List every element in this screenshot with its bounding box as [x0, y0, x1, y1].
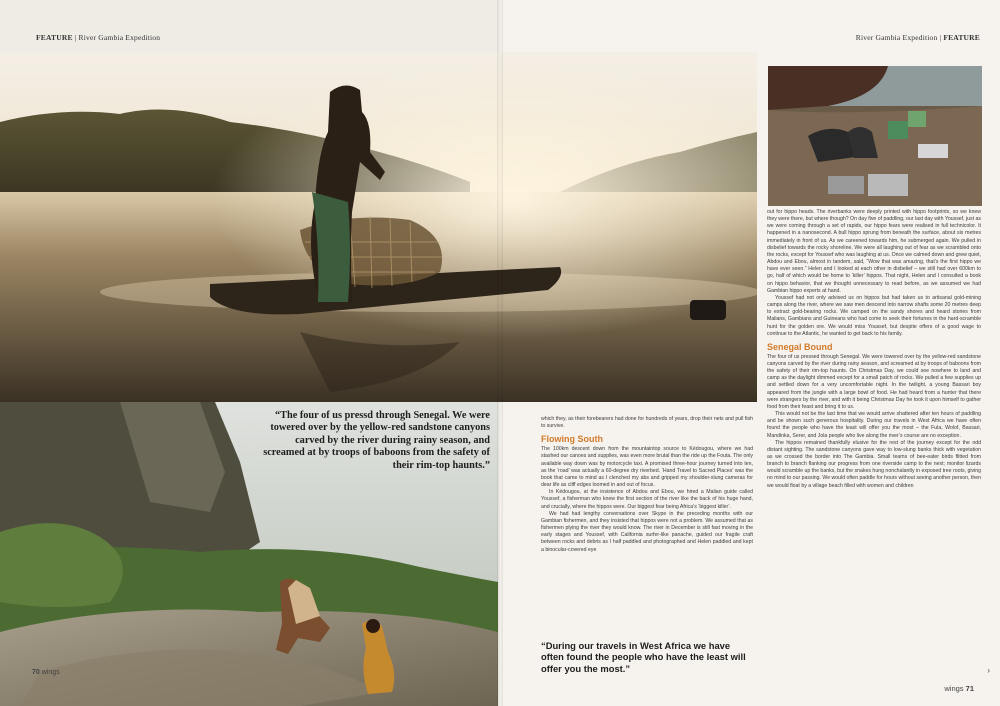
continue-arrow-icon: › — [987, 666, 990, 675]
pull-quote-top: “The four of us pressd through Senegal. We were towered over by the yellow-red sandstone canyons carved by the river during rainy season, and screamed at by troops of baboons from the safety of their rim-top haunts.” — [263, 410, 490, 471]
article-paragraph: In Kédougou, at the insistence of Abdou and Ebou, we hired a Malian guide called Youssef, a fisherman who knew the first section of the river like the back of his huge hand, and crucially, where the hippos were. Our biggest fear being Africa’s ‘biggest killer’. — [541, 489, 753, 510]
pull-quote-bottom: “During our travels in West Africa we have often found the people who have the least will offer you the most.” — [541, 640, 746, 674]
page-number-right — [944, 684, 974, 693]
subhead-flowing-south: Flowing South — [541, 434, 603, 445]
feature-title: River Gambia Expedition — [78, 33, 161, 42]
article-paragraph: out for hippo heads. The riverbanks were deeply printed with hippo footprints, so we knew they were there, but where though? On day five of paddling, our last day with Youssef, just as we were coming through a set of rapids, our hippo fears were realised in full technicolor. It happened in a nanosecond. A bull hippo sprung from beneath the surface, about six metres immediately in front of us. As we careened towards him, he submerged again. We pulled in disbelief towards the rocky shoreline. We were all laughing out of fear as we scrambled onto the rocks, except for Youssef who was laughing at us. Once we calmed down and grew quiet, Abdou and Ebou, almost in tandem, said, “Wow that was amazing, that’s the first hippo we have ever seen.” Helen and I looked at each other in disbelief – we still had over 600km to go, half of which would be home to ‘killer’ hippos. That night, Helen and I consulted a book on hippo behavior, that we thought unnecessary to read before, as we assumed we had Gambian hippo experts at hand. — [767, 209, 981, 294]
page-gutter — [497, 0, 503, 706]
page-number: 70 — [32, 669, 40, 676]
magazine-name: wings — [41, 669, 60, 676]
feature-title: River Gambia Expedition — [855, 33, 938, 42]
article-paragraph: The four of us pressed through Senegal. We were towered over by the yellow-red sandstone canyons carved by the river during rainy season, and screamed at by troops of baboons from the safety of their rim-top haunts. On Christmas Day, we could see nowhere to land and camp as the daylight dimmed except for a small patch of rocks. We pulled a few supplies up and settled down for a very uncomfortable night. In the twilight, a young Bassari boy appeared from the jungle with a large bowl of food. He had heard from a hunter that there were strangers by the river, and with it being Christmas Day he took it upon himself to gather food from their feast and bring it to us. — [767, 353, 981, 410]
article-paragraph: This would not be the last time that we would arrive shattered after ten hours of paddling and be shown such generous hospitality. During our travels in West Africa we have often found the people who have the least will offer you the most – the Fula, Wolof, Bassari, Mandinka, Serer, and Jola people who live along the river’s course are no exception. — [767, 411, 981, 439]
article-column-a — [541, 416, 753, 554]
article-paragraph: We had had lengthy conversations over Skype in the preceding months with our Gambian fishermen, and they insisted that hippos were not a problem. We assumed that as fishermen plying the river they would know. The river in December is still fast moving in the early stages and Youssef, with California surfer-like panache, guided our fragile craft between rocks and debris as I half paddled and photographed and Helen paddled and kept a binocular-covered eye — [541, 510, 753, 553]
article-column-b — [767, 209, 981, 490]
riverside-camp-photo — [768, 66, 982, 206]
article-paragraph: The hippos remained thankfully elusive for the rest of the journey except for the odd distant sighting. The sandstone canyons gave way to low-slung banks thick with vegetation as we crossed the border into The Gambia. Small teams of bee-eater birds flitted from branch to branch flanking our progress from one riverside camp to the next; monitor lizards would scramble up the banks, but the snakes hung nonchalantly in exposed tree roots, giving no mind to our passing. We would often paddle for hours without seeing another person, then we would float by a village beach filled with women and children — [767, 439, 981, 489]
running-head-right: River Gambia Expedition | FEATURE — [855, 33, 980, 42]
magazine-name: wings — [944, 684, 964, 693]
lake-fishing-photo — [0, 52, 757, 402]
running-head-left: FEATURE | River Gambia Expedition — [36, 33, 161, 42]
page-number: 71 — [965, 684, 974, 693]
section-label: FEATURE — [943, 33, 980, 42]
section-label: FEATURE — [36, 33, 73, 42]
article-paragraph: which they, as their forebearers had done for hundreds of years, drop their nets and pull fish to survive. — [541, 416, 753, 430]
subhead-senegal-bound: Senegal Bound — [767, 341, 833, 352]
article-paragraph: The 100km descent down from the mountaintop source to Kédougou, where we had stashed our canoes and supplies, was even more brutal than the ride up the Fouta. The only available way down was by motorcycle taxi. A promised three-hour journey turned into ten, as the ‘road’ was actually a 60-degree dry riverbed. ‘Hand Travel to Sacred Places’ was the book that came to mind as I clenched my abs and gripped my shoulder-slung cameras for dear life as cliff edges loomed in and out of focus. — [541, 446, 753, 489]
page-number-left — [32, 669, 60, 676]
article-paragraph: Youssef had not only advised us on hippos but had taken us to artisanal gold-mining camps along the river, where we saw men descend into narrow shafts some 20 metres deep to extract gold-bearing rocks. We camped on the sandy shores and heard stories from Malians, Gambians and Guineans who had come to seek their fortunes in the hard-scramble hunt for the golden ore. We would miss Youssef, but despite offers of a good wage to continue to the Atlantic, he wanted to get back to his family. — [767, 294, 981, 337]
